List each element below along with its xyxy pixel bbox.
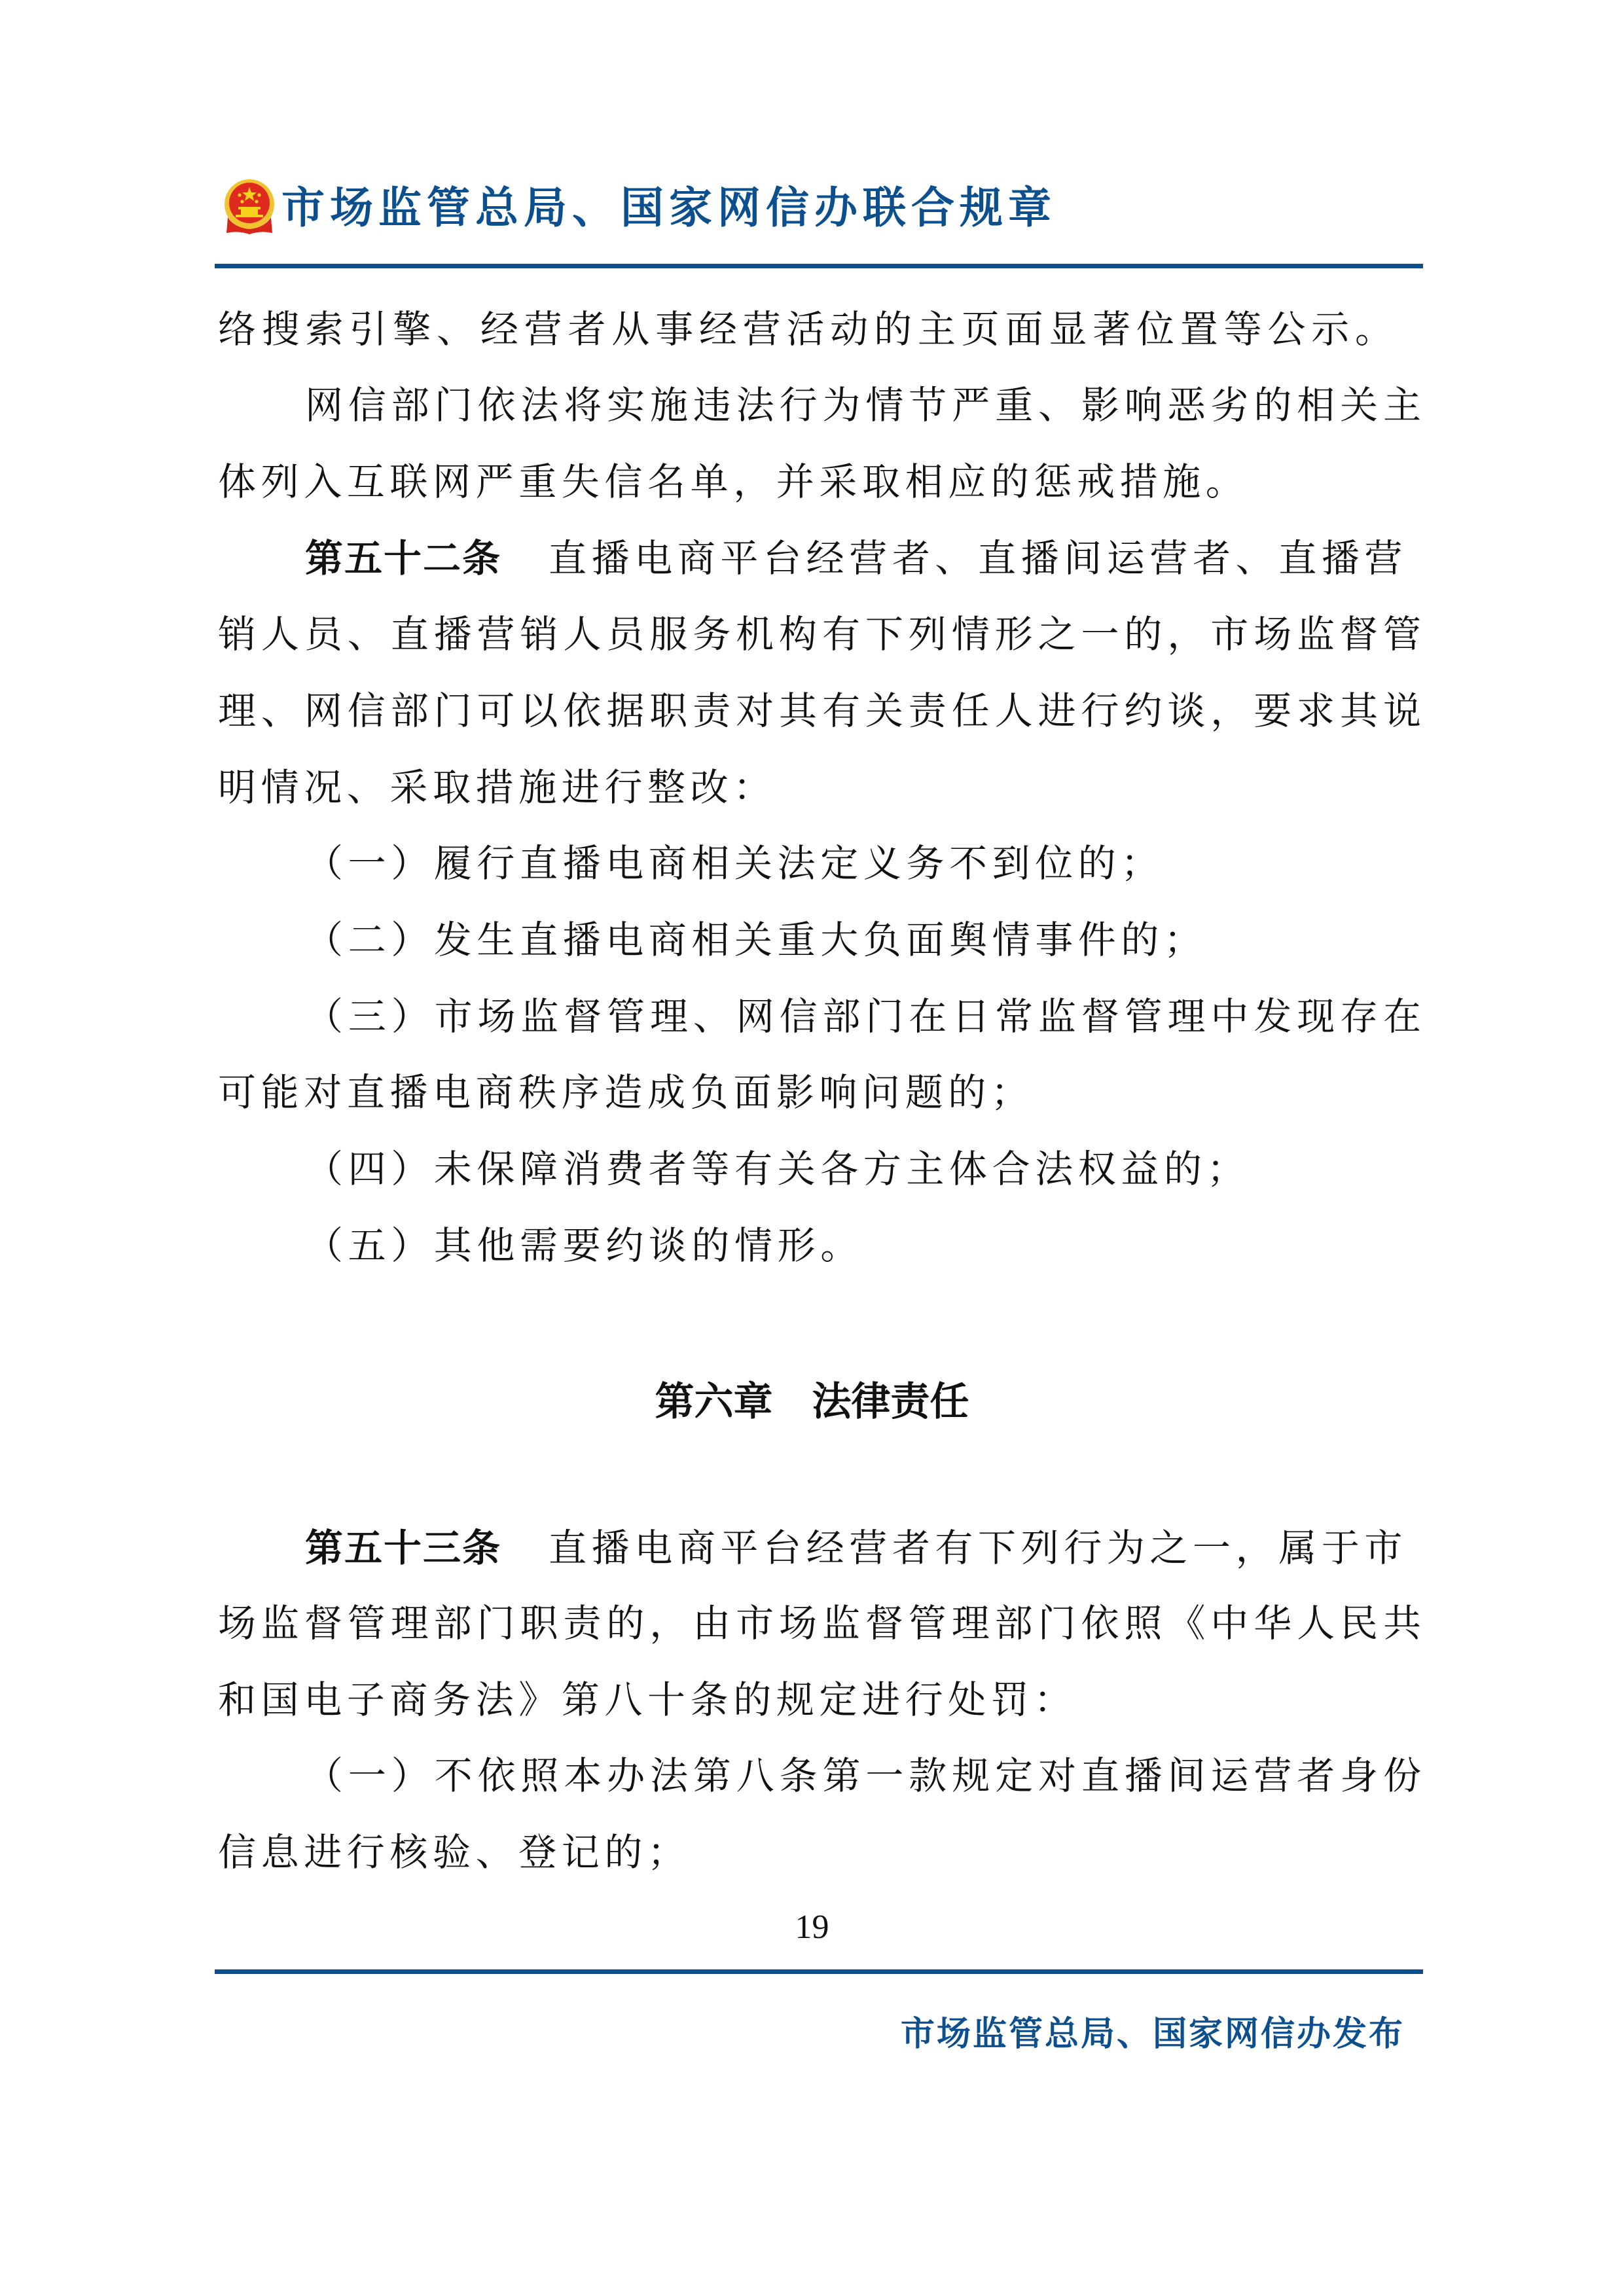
header-title: 市场监管总局、国家网信办联合规章 xyxy=(281,183,1056,233)
article-52-line: 销人员、直播营销人员服务机构有下列情形之一的，市场监督管 xyxy=(218,612,1421,656)
header-divider xyxy=(215,264,1423,268)
list-item: （四）未保障消费者等有关各方主体合法权益的； xyxy=(305,1147,1250,1191)
body-line: 络搜索引擎、经营者从事经营活动的主页面显著位置等公示。 xyxy=(218,307,1393,351)
article-53-lead: 第五十三条 xyxy=(305,1526,502,1570)
article-53-line: 和国电子商务法》第八十条的规定进行处罚： xyxy=(218,1677,1077,1722)
footer-publisher: 市场监管总局、国家网信办发布 xyxy=(900,2015,1405,2054)
article-52-line: 理、网信部门可以依据职责对其有关责任人进行约谈，要求其说 xyxy=(218,689,1421,733)
article-52-lead: 第五十二条 xyxy=(305,536,502,581)
list-item: （五）其他需要约谈的情形。 xyxy=(305,1223,863,1268)
article-52-line: 明情况、采取措施进行整改： xyxy=(218,765,776,810)
footer-divider xyxy=(215,1969,1423,1974)
article-53-first-line xyxy=(305,1525,1421,1571)
body-line: 网信部门依法将实施违法行为情节严重、影响恶劣的相关主 xyxy=(305,383,1421,427)
body-line: 体列入互联网严重失信名单，并采取相应的惩戒措施。 xyxy=(218,459,1249,504)
chapter-title: 第六章 法律责任 xyxy=(655,1379,969,1425)
article-52-first-line xyxy=(305,535,1421,581)
list-item: （一）履行直播电商相关法定义务不到位的； xyxy=(305,841,1164,886)
list-item: （一）不依照本办法第八条第一款规定对直播间运营者身份 xyxy=(305,1753,1421,1798)
national-emblem-icon xyxy=(221,178,278,236)
article-53-line: 场监督管理部门职责的，由市场监督管理部门依照《中华人民共 xyxy=(218,1601,1421,1645)
list-item-continuation: 可能对直播电商秩序造成负面影响问题的； xyxy=(218,1070,1034,1115)
list-item: （二）发生直播电商相关重大负面舆情事件的； xyxy=(305,918,1207,962)
article-53-text: 直播电商平台经营者有下列行为之一，属于市 xyxy=(549,1526,1408,1570)
list-item: （三）市场监督管理、网信部门在日常监督管理中发现存在 xyxy=(305,994,1421,1039)
page-number: 19 xyxy=(795,1909,829,1946)
article-52-text: 直播电商平台经营者、直播间运营者、直播营 xyxy=(549,536,1408,581)
list-item-continuation: 信息进行核验、登记的； xyxy=(218,1830,691,1874)
